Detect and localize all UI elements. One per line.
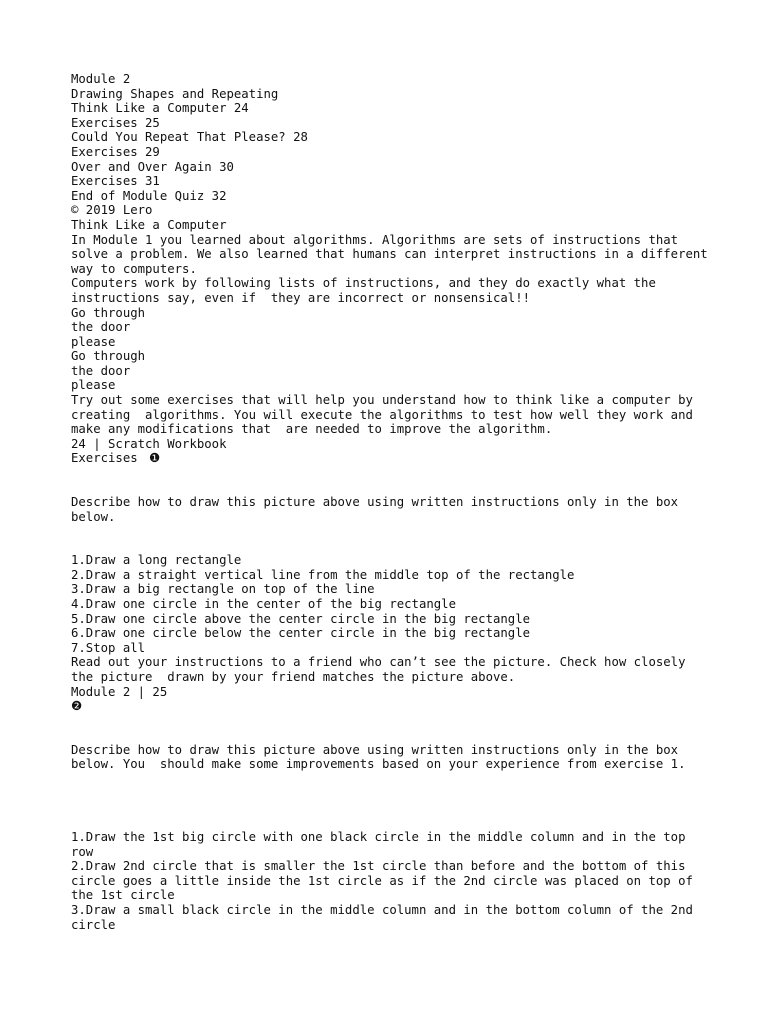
list-item: 7.Stop all: [71, 640, 146, 655]
exercise-1-prompt: Describe how to draw this picture above using written instructions only in the box below.: [71, 495, 686, 524]
page-footer: 24 | Scratch Workbook: [71, 436, 227, 451]
exercise-intro-paragraph: Try out some exercises that will help you understand how to think like a computer by creating algorithms. You will execute the algorithms to test how well they work and make any modifications that are needed to improve the algorithm.: [71, 393, 701, 437]
spacer: [71, 772, 711, 830]
computers-paragraph: Computers work by following lists of instructions, and they do exactly what the instructions say, even if they are incorrect or nonsensical!!: [71, 276, 664, 305]
exercise-number-1-badge: ❶: [149, 451, 161, 466]
speech-line: Go through: [71, 349, 146, 364]
spacer: [71, 466, 711, 495]
exercises-heading-text: Exercises: [71, 451, 138, 466]
list-item: 2.Draw 2nd circle that is smaller the 1st circle than before and the bottom of this circle goes a little inside the 1st circle as if the 2nd circle was placed on top of the 1st circle: [71, 859, 701, 903]
exercises-section: [71, 451, 711, 932]
think-like-computer-section: [71, 217, 716, 452]
table-of-contents: [71, 72, 711, 218]
speech-line: the door: [71, 320, 131, 335]
exercise-2-prompt: Describe how to draw this picture above using written instructions only in the box below. You should make some improvements based on your experience from exercise 1.: [71, 742, 686, 772]
list-item: 3.Draw a big rectangle on top of the line: [71, 582, 375, 597]
speech-line: please: [71, 378, 116, 393]
copyright: © 2019 Lero: [71, 203, 153, 218]
list-item: 2.Draw a straight vertical line from the middle top of the rectangle: [71, 567, 575, 582]
list-item: 6.Draw one circle below the center circle in the big rectangle: [71, 626, 531, 641]
toc-entry: Exercises 31: [71, 174, 160, 189]
toc-entry: Think Like a Computer 24: [71, 101, 249, 116]
speech-line: the door: [71, 363, 131, 378]
toc-title: Drawing Shapes and Repeating: [71, 86, 279, 101]
list-item: 3.Draw a small black circle in the middle column and in the bottom column of the 2nd circle: [71, 902, 701, 932]
intro-paragraph: In Module 1 you learned about algorithms. Algorithms are sets of instructions that solve a problem. We also learned that humans can interpret instructions in a different way to computers.: [71, 232, 716, 276]
toc-entry: Exercises 25: [71, 115, 160, 130]
section-heading: Think Like a Computer: [71, 217, 227, 232]
speech-line: please: [71, 334, 116, 349]
toc-entry: Could You Repeat That Please? 28: [71, 130, 308, 145]
list-item: 1.Draw a long rectangle: [71, 553, 242, 568]
document-page: [71, 72, 716, 932]
speech-line: Go through: [71, 305, 146, 320]
exercises-heading: [71, 451, 711, 466]
exercise-1-followup: Read out your instructions to a friend who can’t see the picture. Check how closely the picture drawn by your friend matches the picture above.: [71, 655, 693, 684]
toc-entry: Over and Over Again 30: [71, 159, 234, 174]
exercise-2-answer: [71, 830, 711, 932]
exercise-1-answer: [71, 553, 711, 655]
toc-entry: End of Module Quiz 32: [71, 188, 227, 203]
page-footer: Module 2 | 25: [71, 684, 168, 699]
exercise-number-2-badge: ❷: [71, 699, 83, 714]
list-item: 1.Draw the 1st big circle with one black circle in the middle column and in the top row: [71, 829, 693, 859]
list-item: 5.Draw one circle above the center circle in the big rectangle: [71, 611, 531, 626]
list-item: 4.Draw one circle in the center of the big rectangle: [71, 597, 456, 611]
toc-entry: Exercises 29: [71, 144, 160, 159]
toc-module: Module 2: [71, 72, 131, 86]
spacer: [71, 524, 711, 553]
spacer: [71, 714, 711, 743]
